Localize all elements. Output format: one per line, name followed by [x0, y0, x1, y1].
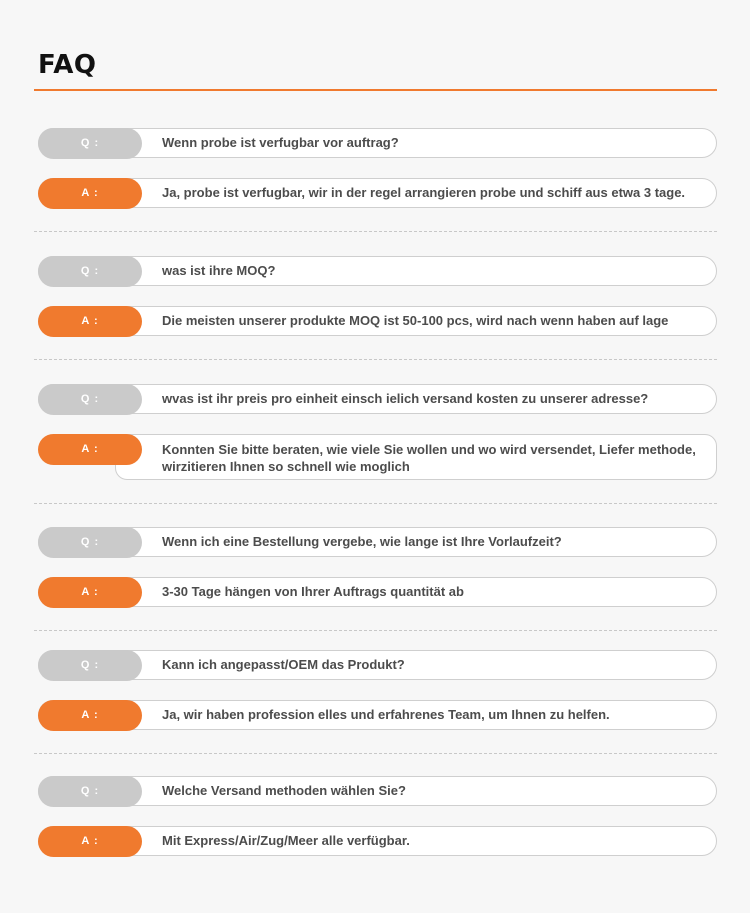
title-underline [34, 89, 717, 91]
faq-answer-2 [38, 306, 717, 336]
page-title: FAQ [38, 50, 97, 80]
question-text: was ist ihre MOQ? [162, 263, 276, 278]
answer-text: Die meisten unserer produkte MOQ ist 50-100 pcs, wird nach wenn haben auf lage [162, 313, 669, 328]
faq-answer-4 [38, 577, 717, 607]
question-text: wvas ist ihr preis pro einheit einsch ielich versand kosten zu unserer adresse? [162, 391, 649, 406]
faq-question-1 [38, 128, 717, 158]
answer-badge: A : [38, 434, 142, 465]
answer-badge: A : [38, 577, 142, 608]
question-text: Wenn probe ist verfugbar vor auftrag? [162, 135, 399, 150]
faq-question-3 [38, 384, 717, 414]
faq-question-6 [38, 776, 717, 806]
question-text: Kann ich angepasst/OEM das Produkt? [162, 657, 405, 672]
answer-badge: A : [38, 178, 142, 209]
section-divider [34, 231, 717, 232]
faq-question-4 [38, 527, 717, 557]
answer-text: Ja, wir haben profession elles und erfahrenes Team, um Ihnen zu helfen. [162, 707, 610, 722]
answer-text: Konnten Sie bitte beraten, wie viele Sie wollen und wo wird versendet, Liefer methode, wirzitieren Ihnen so schnell wie moglich [162, 442, 696, 474]
answer-text: Mit Express/Air/Zug/Meer alle verfügbar. [162, 833, 410, 848]
faq-answer-6 [38, 826, 717, 856]
question-text: Welche Versand methoden wählen Sie? [162, 783, 406, 798]
faq-answer-1 [38, 178, 717, 208]
faq-question-5 [38, 650, 717, 680]
answer-text: 3-30 Tage hängen von Ihrer Auftrags quantität ab [162, 584, 464, 599]
faq-question-2 [38, 256, 717, 286]
question-badge: Q : [38, 256, 142, 287]
section-divider [34, 753, 717, 754]
answer-text: Ja, probe ist verfugbar, wir in der regel arrangieren probe und schiff aus etwa 3 tage. [162, 185, 686, 200]
section-divider [34, 503, 717, 504]
answer-badge: A : [38, 306, 142, 337]
section-divider [34, 630, 717, 631]
faq-answer-5 [38, 700, 717, 730]
question-text: Wenn ich eine Bestellung vergebe, wie lange ist Ihre Vorlaufzeit? [162, 534, 562, 549]
answer-badge: A : [38, 826, 142, 857]
section-divider [34, 359, 717, 360]
answer-badge: A : [38, 700, 142, 731]
question-badge: Q : [38, 384, 142, 415]
question-badge: Q : [38, 650, 142, 681]
faq-answer-3 [38, 434, 717, 480]
question-badge: Q : [38, 128, 142, 159]
question-badge: Q : [38, 527, 142, 558]
question-badge: Q : [38, 776, 142, 807]
